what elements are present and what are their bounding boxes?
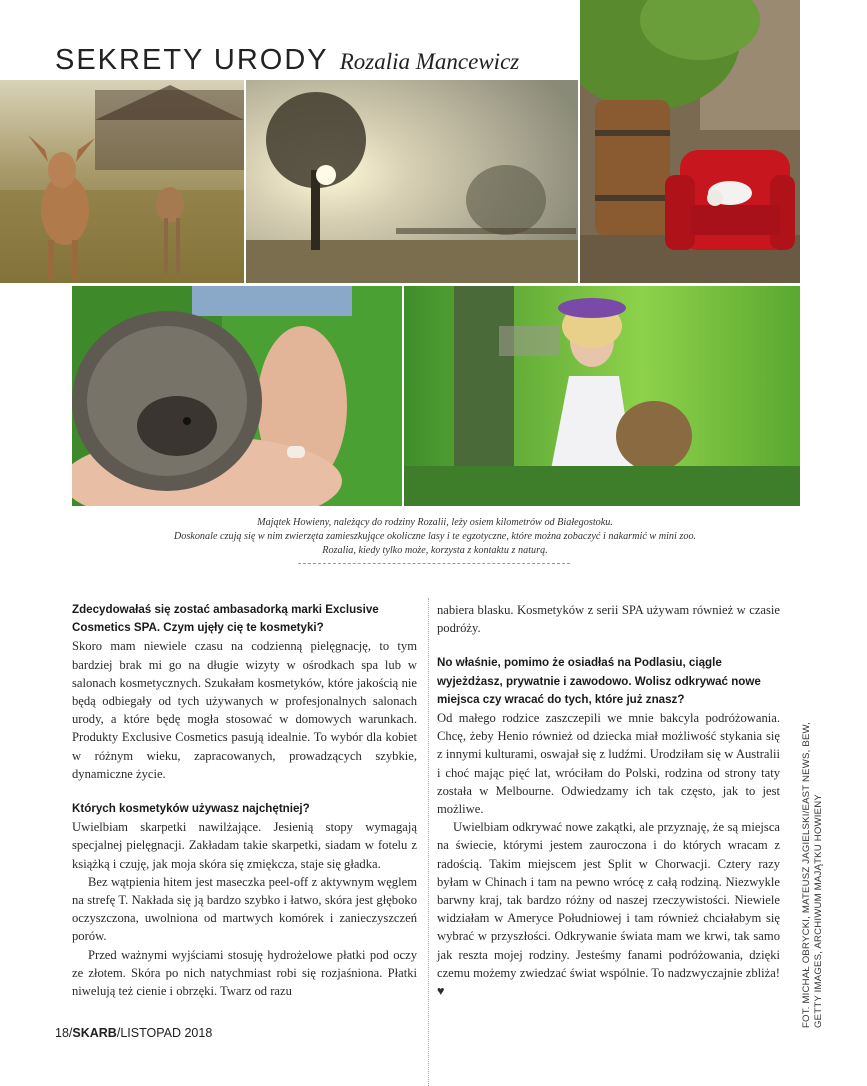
section-title: SEKRETY URODY [55,44,329,76]
interview-answer: Bez wątpienia hitem jest maseczka peel-off z aktywnym węglem na strefę T. Nakłada się ją bardzo szybko i łatwo, skóra jest głęboko oczyszczona, uwolniona od martwych komórek i zanieczyszczeń porów. [72,874,417,944]
interview-answer: Od małego rodzice zaszczepili we mnie bakcyla podróżowania. Chcę, żeby Henio również od dziecka miał możliwość stykania się z innymi kulturami, oswajał się z ludźmi. Urodziłam się w Australii i choć mając pięć lat, wróciłam do Polski, rodzina od strony taty została w Melbourne. Odwiedzamy ich tak często, jak to jest możliwe. [437,711,780,817]
caption-line: Majątek Howieny, należący do rodziny Rozalii, leży osiem kilometrów od Białegostoku. [257,517,613,528]
article-column-right [437,601,780,1000]
photo-credits [801,722,825,1028]
magazine-name: SKARB [72,1026,117,1040]
author-name: Rozalia Mancewicz [339,49,520,74]
article-column-left [72,601,417,1000]
page-number: 18/ [55,1026,73,1040]
interview-question: Których kosmetyków używasz najchętniej? [72,802,310,816]
page-footer [55,1026,212,1040]
photo-caption [110,516,760,558]
interview-answer: Przed ważnymi wyjściami stosuję hydrożelowe płatki pod oczy ze złotem. Skóra po nich natychmiast robi się rozjaśniona. Płatki niwelują też cienie i obrzęki. Twarz od razu [72,947,417,999]
hedgehog-photo [72,286,402,506]
woman-in-garden-photo [404,286,800,506]
caption-line: Rozalia, kiedy tylko może, korzysta z kontaktu z naturą. [322,545,548,556]
interview-answer [437,818,780,1000]
heart-icon: ♥ [437,984,445,999]
issue-date: /LISTOPAD 2018 [116,1026,213,1040]
page-title [55,44,519,77]
caption-divider [298,563,570,564]
credit-line: FOT. MICHAŁ OBRYCKI, MATEUSZ JAGIELSKI/EAST NEWS, BEW, [801,721,812,1028]
interview-question: Zdecydowałaś się zostać ambasadorką marki Exclusive Cosmetics SPA. Czym ujęły cię te kosmetyki? [72,603,379,635]
interview-question: No właśnie, pomimo że osiadłaś na Podlasiu, ciągle wyjeżdżasz, prywatnie i zawodowo. Wolisz odkrywać nowe miejsca czy wracać do tych, które już znasz? [437,656,761,706]
credit-line: GETTY IMAGES, ARCHIWUM MAJĄTKU HOWIENY [813,794,824,1028]
deer-photo [0,80,244,283]
answer-text: Uwielbiam odkrywać nowe zakątki, ale przyznaję, że są miejsca na świecie, którymi jestem zauroczona i do których wracam z radością. Takim miejscem jest Split w Chorwacji. Cztery razy byłam w Chinach i tam na pewno wrócę z całą rodziną. Niezwykle barwny kraj, tak bardzo różny od naszej rzeczywistości. Niewiele widziałam w Ameryce Południowej i tam również chciałabym się wybrać w przyszłości. Odkrywanie świata mam we krwi, tak samo jak reszta mojej rodziny. Jesteśmy fanami podróżowania, dzięki czemu możemy zwiedzać świat wspólnie. To nadzwyczajnie zbliża! [437,820,780,980]
interview-answer: nabiera blasku. Kosmetyków z serii SPA używam również w czasie podróży. [437,603,780,636]
interview-answer: Skoro mam niewiele czasu na codzienną pielęgnację, to tym bardziej brak mi go na długie wizyty w ośrodkach spa lub w salonach kosmetycznych. Szukałam kosmetyków, które jakością nie będą odbiegały od tych używanych w profesjonalnych salonach urody, a które będę mogła stosować w domowych warunkach. Produkty Exclusive Cosmetics pasują idealnie. To wybór dla kobiet w różnym wieku, zapracowanych, prowadzących szybkie, dynamiczne życie. [72,639,417,781]
caption-line: Doskonale czują się w nim zwierzęta zamieszkujące okoliczne lasy i te egzotyczne, które można zobaczyć i nakarmić w mini zoo. [173,531,697,542]
interview-answer: Uwielbiam skarpetki nawilżające. Jesienią stopy wymagają specjalnej pielęgnacji. Zakładam takie skarpetki, siadam w fotelu z książką i czuję, jak moja skóra się zmiękcza, staje się gładka. [72,820,417,871]
column-divider [428,598,429,1086]
red-armchair-photo [580,0,800,283]
misty-tree-photo [246,80,578,283]
